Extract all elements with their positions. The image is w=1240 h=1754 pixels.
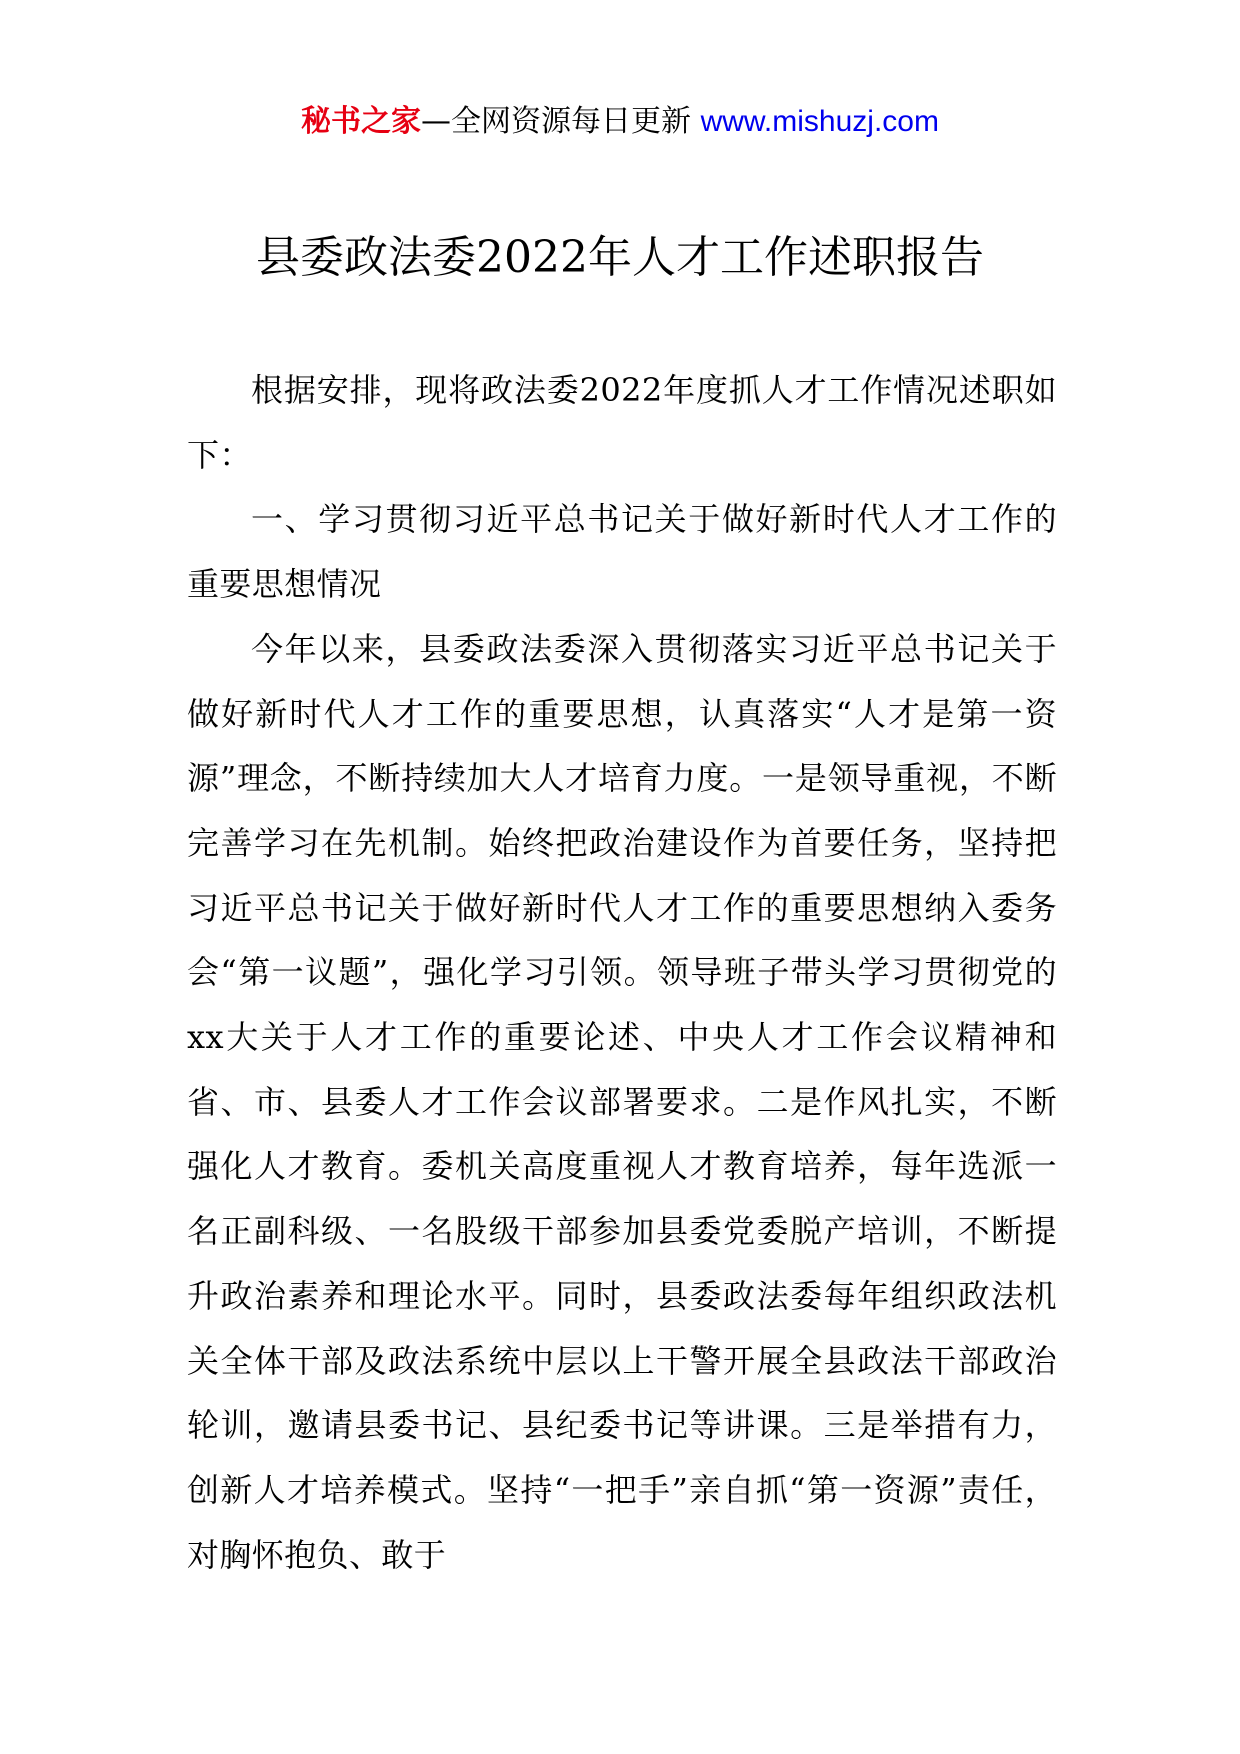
site-brand: 秘书之家 xyxy=(301,104,422,139)
paragraph-intro: 根据安排，现将政法委2022年度抓人才工作情况述职如下： xyxy=(187,371,1057,474)
site-url-link[interactable]: www.mishuzj.com xyxy=(700,105,939,138)
paragraph-section-1: 今年以来，县委政法委深入贯彻落实习近平总书记关于做好新时代人才工作的重要思想，认真落实“人才是第一资源”理念，不断持续加大人才培育力度。一是领导重视，不断完善学习在先机制。始终把政治建设作为首要任务，坚持把习近平总书记关于做好新时代人才工作的重要思想纳入委务会“第一议题”，强化学习引领。领导班子带头学习贯彻党的xx大关于人才工作的重要论述、中央人才工作会议精神和省、市、县委人才工作会议部署要求。二是作风扎实，不断强化人才教育。委机关高度重视人才教育培养，每年选派一名正副科级、一名股级干部参加县委党委脱产培训，不断提升政治素养和理论水平。同时，县委政法委每年组织政法机关全体干部及政法系统中层以上干警开展全县政法干部政治轮训，邀请县委书记、县纪委书记等讲课。三是举措有力，创新人才培养模式。坚持“一把手”亲自抓“第一资源”责任，对胸怀抱负、敢于 xyxy=(187,629,1057,1574)
document-title: 县委政法委2022年人才工作述职报告 xyxy=(256,232,984,283)
site-header xyxy=(0,100,1240,144)
section-heading-1: 一、学习贯彻习近平总书记关于做好新时代人才工作的重要思想情况 xyxy=(187,500,1057,604)
site-slogan: —全网资源每日更新 xyxy=(421,104,692,139)
document-body xyxy=(187,358,1057,1587)
